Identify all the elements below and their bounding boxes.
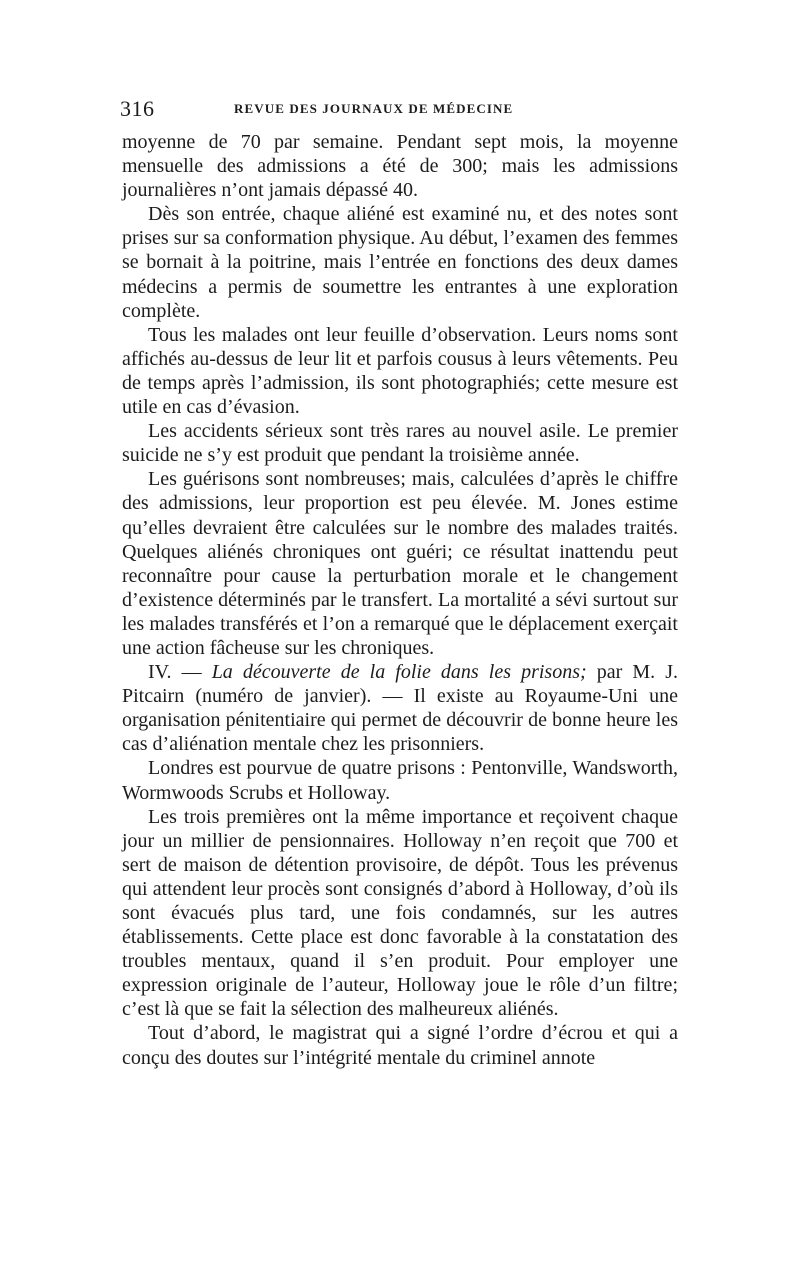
body-text [122, 130, 678, 1070]
paragraph-continued: moyenne de 70 par semaine. Pendant sept mois, la moyenne mensuelle des admissions a été de 300; mais les admissions journalières n’ont jamais dépassé 40. [122, 131, 678, 202]
running-title: REVUE DES JOURNAUX DE MÉDECINE [234, 101, 514, 116]
paragraph: Londres est pourvue de quatre prisons : Pentonville, Wandsworth, Wormwoods Scrubs et Holloway. [122, 757, 678, 804]
section-prefix: IV. — [148, 661, 212, 684]
paragraph: Tout d’abord, le magistrat qui a signé l’ordre d’écrou et qui a conçu des doutes sur l’intégrité mentale du criminel annote [122, 1022, 678, 1069]
article-title: La découverte de la folie dans les prisons; [211, 661, 587, 684]
running-header [122, 96, 678, 122]
section-iv-paragraph [122, 660, 678, 756]
book-page [122, 96, 678, 1070]
paragraph: Dès son entrée, chaque aliéné est examiné nu, et des notes sont prises sur sa conformation physique. Au début, l’examen des femmes se bornait à la poitrine, mais l’entrée en fonctions des deux dames médecins a permis de soumettre les entrantes à une exploration complète. [122, 203, 678, 322]
paragraph: Les trois premières ont la même importance et reçoivent chaque jour un millier de pensionnaires. Holloway n’en reçoit que 700 et sert de maison de détention provisoire, de dépôt. Tous les prévenus qui attendent leur procès sont consignés d’abord à Holloway, d’où ils sont évacués plus tard, une fois condamnés, sur les autres établissements. Cette place est donc favorable à la constatation des troubles mentaux, quand il s’en produit. Pour employer une expression originale de l’auteur, Holloway joue le rôle d’un filtre; c’est là que se fait la sélection des malheureux aliénés. [122, 805, 678, 1021]
paragraph: Les accidents sérieux sont très rares au nouvel asile. Le premier suicide ne s’y est produit que pendant la troisième année. [122, 420, 678, 467]
paragraph: Les guérisons sont nombreuses; mais, calculées d’après le chiffre des admissions, leur proportion est peu élevée. M. Jones estime qu’elles devraient être calculées sur le nombre des malades traités. Quelques aliénés chroniques ont guéri; ce résultat inattendu peut reconnaître pour cause la perturbation morale et le changement d’existence déterminés par le transfert. La mortalité a sévi surtout sur les malades transférés et l’on a remarqué que le déplacement exerçait une action fâcheuse sur les chroniques. [122, 468, 678, 659]
section-text: par M. J. Pitcairn (numéro de janvier). — Il existe au Royaume-Uni une organisation pénitentiaire qui permet de découvrir de bonne heure les cas d’aliénation mentale chez les prisonniers. [122, 661, 678, 756]
paragraph: Tous les malades ont leur feuille d’observation. Leurs noms sont affichés au-dessus de leur lit et parfois cousus à leurs vêtements. Peu de temps après l’admission, ils sont photographiés; cette mesure est utile en cas d’évasion. [122, 323, 678, 419]
page-number: 316 [120, 96, 155, 121]
